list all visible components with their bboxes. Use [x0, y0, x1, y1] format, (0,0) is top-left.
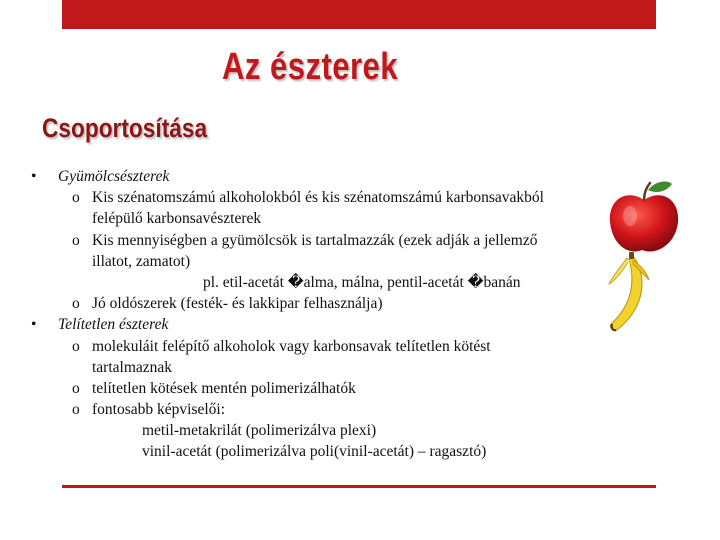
- sub-bullet-marker: o: [72, 337, 80, 355]
- sub-bullet-item: [0, 378, 720, 399]
- sub-bullet-text: Kis szénatomszámú alkoholokból és kis szénatomszámú karbonsavakból: [92, 189, 544, 207]
- sub-bullet-item: [0, 399, 720, 420]
- sub-bullet-marker: o: [72, 231, 80, 249]
- sub-bullet-text: molekuláit felépítő alkoholok vagy karbonsavak telítetlen kötést: [92, 337, 491, 355]
- bullet-text: Gyümölcsészterek: [58, 168, 170, 185]
- bullet-text: Telítetlen észterek: [58, 316, 169, 334]
- example-text: vinil-acetát (polimerizálva poli(vinil-acetát) – ragasztó): [142, 443, 487, 461]
- continuation-text: illatot, zamatot): [92, 252, 191, 270]
- example-line: [0, 420, 720, 441]
- continuation-text: tartalmaznak: [92, 358, 173, 376]
- sub-bullet-text: Jó oldószerek (festék- és lakkipar felhasználja): [92, 295, 383, 313]
- sub-bullet-text: Kis mennyiségben a gyümölcsök is tartalmazzák (ezek adják a jellemző: [92, 231, 538, 249]
- example-text: metil-metakrilát (polimerizálva plexi): [142, 422, 377, 440]
- slide-title: Az észterek: [222, 46, 398, 88]
- top-accent-bar: [62, 0, 656, 29]
- bullet-marker: •: [31, 168, 37, 185]
- slide-subtitle: Csoportosítása: [42, 113, 208, 143]
- sub-bullet-marker: o: [72, 401, 80, 419]
- sub-bullet-text: fontosabb képviselői:: [92, 401, 226, 419]
- continuation-text: felépülő karbonsavészterek: [92, 210, 262, 228]
- sub-bullet-marker: o: [72, 189, 80, 207]
- example-line: [0, 441, 720, 462]
- sub-bullet-marker: o: [72, 295, 80, 313]
- banana-image: [603, 250, 655, 334]
- apple-image: [606, 178, 682, 256]
- sub-bullet-item: [0, 336, 720, 357]
- bullet-marker: •: [31, 316, 37, 334]
- sub-bullet-marker: o: [72, 379, 80, 397]
- continuation-line: [0, 357, 720, 378]
- bottom-divider-line: [62, 485, 656, 488]
- example-text: pl. etil-acetát �alma, málna, pentil-acetát �banán: [203, 273, 521, 291]
- sub-bullet-text: telítetlen kötések mentén polimerizálhatók: [92, 379, 356, 397]
